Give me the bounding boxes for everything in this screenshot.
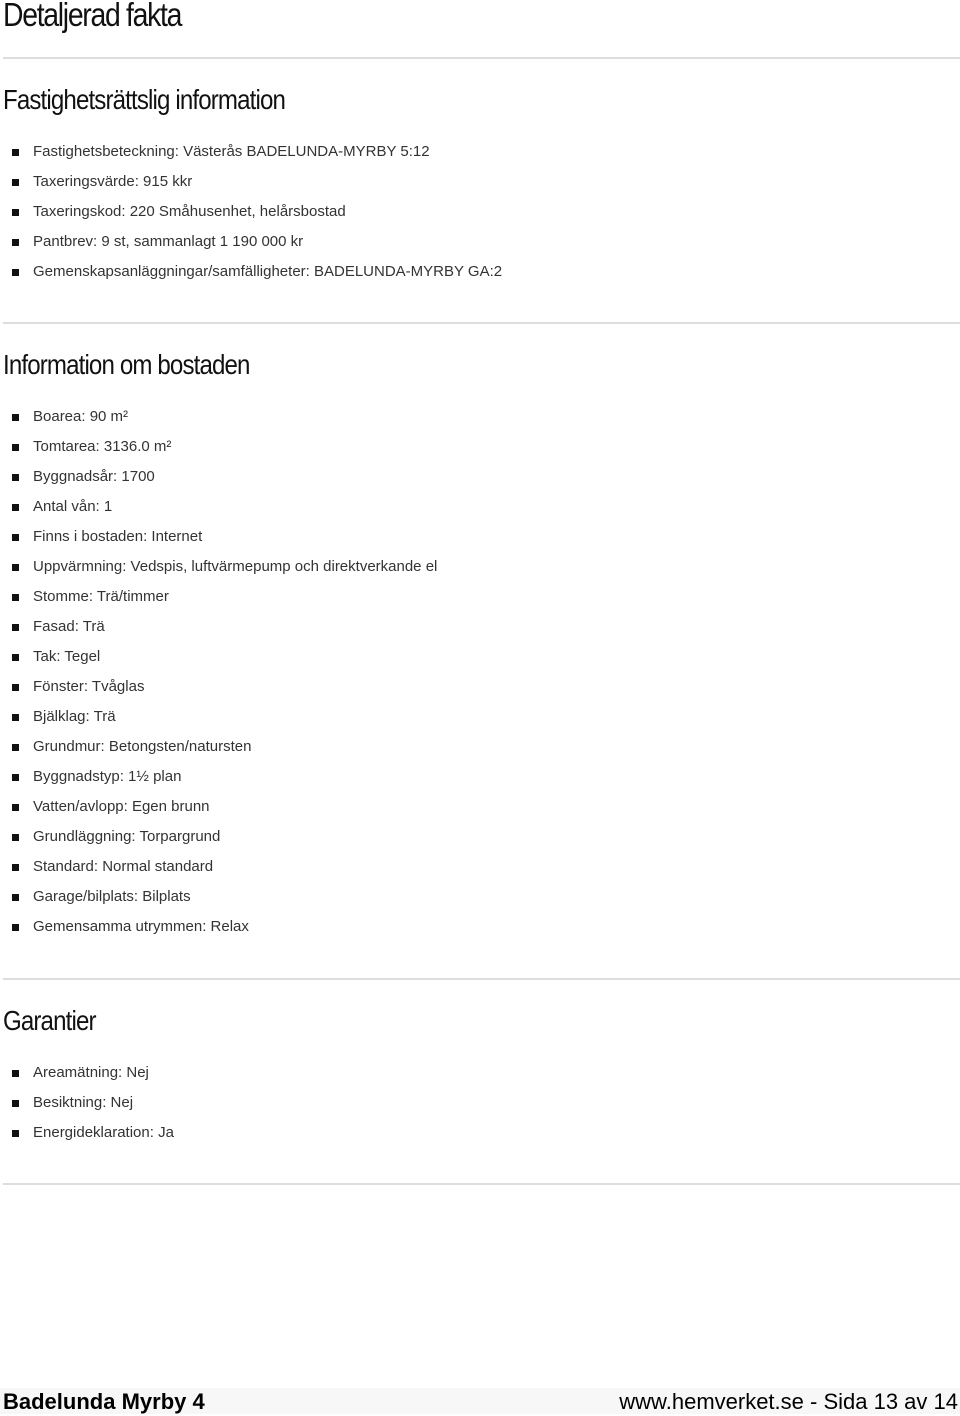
square-bullet-icon (12, 149, 19, 156)
fact-text: Taxeringsvärde: 915 kkr (33, 173, 193, 190)
square-bullet-icon (12, 1070, 19, 1077)
section-divider (3, 978, 960, 980)
fact-item (0, 792, 437, 822)
fact-item (0, 612, 437, 642)
fact-item (0, 822, 437, 852)
fact-text: Fastighetsbeteckning: Västerås BADELUNDA-MYRBY 5:12 (33, 143, 430, 160)
fact-item (0, 492, 437, 522)
fact-item (0, 522, 437, 552)
square-bullet-icon (12, 744, 19, 751)
fact-item (0, 227, 502, 257)
guarantees-fact-list (0, 1058, 174, 1148)
footer-page-info: www.hemverket.se - Sida 13 av 14 (619, 1389, 958, 1414)
square-bullet-icon (12, 1100, 19, 1107)
fact-text: Fönster: Tvåglas (33, 678, 145, 695)
fact-item (0, 852, 437, 882)
fact-text: Standard: Normal standard (33, 858, 214, 875)
section-divider (3, 322, 960, 324)
fact-text: Garage/bilplats: Bilplats (33, 888, 191, 905)
housing-fact-list (0, 402, 437, 942)
fact-item (0, 582, 437, 612)
fact-text: Boarea: 90 m² (33, 408, 129, 425)
square-bullet-icon (12, 894, 19, 901)
square-bullet-icon (12, 834, 19, 841)
legal-fact-list (0, 137, 502, 287)
fact-text: Vatten/avlopp: Egen brunn (33, 798, 210, 815)
fact-item (0, 552, 437, 582)
square-bullet-icon (12, 594, 19, 601)
fact-item (0, 257, 502, 287)
square-bullet-icon (12, 774, 19, 781)
fact-item (0, 1118, 174, 1148)
fact-item (0, 912, 437, 942)
fact-item (0, 1088, 174, 1118)
square-bullet-icon (12, 444, 19, 451)
fact-text: Tak: Tegel (33, 648, 101, 665)
square-bullet-icon (12, 179, 19, 186)
section-title-guarantees: Garantier (3, 1005, 96, 1036)
fact-item (0, 672, 437, 702)
fact-item (0, 137, 502, 167)
fact-text: Antal vån: 1 (33, 498, 113, 515)
fact-text: Grundläggning: Torpargrund (33, 828, 221, 845)
fact-text: Uppvärmning: Vedspis, luftvärmepump och direktverkande el (33, 558, 438, 575)
square-bullet-icon (12, 209, 19, 216)
square-bullet-icon (12, 804, 19, 811)
fact-text: Gemensamma utrymmen: Relax (33, 918, 249, 935)
fact-text: Bjälklag: Trä (33, 708, 116, 725)
fact-text: Stomme: Trä/timmer (33, 588, 169, 605)
square-bullet-icon (12, 1130, 19, 1137)
fact-item (0, 882, 437, 912)
fact-text: Grundmur: Betongsten/natursten (33, 738, 252, 755)
square-bullet-icon (12, 684, 19, 691)
fact-item (0, 167, 502, 197)
fact-text: Byggnadsår: 1700 (33, 468, 155, 485)
fact-item (0, 702, 437, 732)
fact-text: Tomtarea: 3136.0 m² (33, 438, 172, 455)
square-bullet-icon (12, 239, 19, 246)
square-bullet-icon (12, 414, 19, 421)
square-bullet-icon (12, 534, 19, 541)
footer-property-name: Badelunda Myrby 4 (3, 1389, 205, 1414)
square-bullet-icon (12, 269, 19, 276)
fact-text: Taxeringskod: 220 Småhusenhet, helårsbostad (33, 203, 346, 220)
square-bullet-icon (12, 654, 19, 661)
fact-text: Gemenskapsanläggningar/samfälligheter: BADELUNDA-MYRBY GA:2 (33, 263, 503, 280)
fact-item (0, 462, 437, 492)
fact-text: Energideklaration: Ja (33, 1124, 174, 1141)
section-divider (3, 1183, 960, 1185)
fact-item (0, 197, 502, 227)
page-footer (0, 1388, 960, 1414)
fact-item (0, 642, 437, 672)
fact-item (0, 432, 437, 462)
section-title-legal: Fastighetsrättslig information (3, 84, 286, 115)
fact-text: Fasad: Trä (33, 618, 105, 635)
square-bullet-icon (12, 504, 19, 511)
square-bullet-icon (12, 714, 19, 721)
square-bullet-icon (12, 624, 19, 631)
fact-item (0, 1058, 174, 1088)
fact-text: Byggnadstyp: 1½ plan (33, 768, 182, 785)
square-bullet-icon (12, 864, 19, 871)
section-title-housing: Information om bostaden (3, 349, 250, 380)
fact-text: Areamätning: Nej (33, 1064, 149, 1081)
page-title: Detaljerad fakta (3, 0, 182, 33)
fact-item (0, 732, 437, 762)
fact-text: Besiktning: Nej (33, 1094, 134, 1111)
square-bullet-icon (12, 564, 19, 571)
fact-item (0, 762, 437, 792)
fact-text: Pantbrev: 9 st, sammanlagt 1 190 000 kr (33, 233, 304, 250)
fact-item (0, 402, 437, 432)
square-bullet-icon (12, 474, 19, 481)
fact-text: Finns i bostaden: Internet (33, 528, 203, 545)
square-bullet-icon (12, 924, 19, 931)
section-divider (3, 57, 960, 59)
